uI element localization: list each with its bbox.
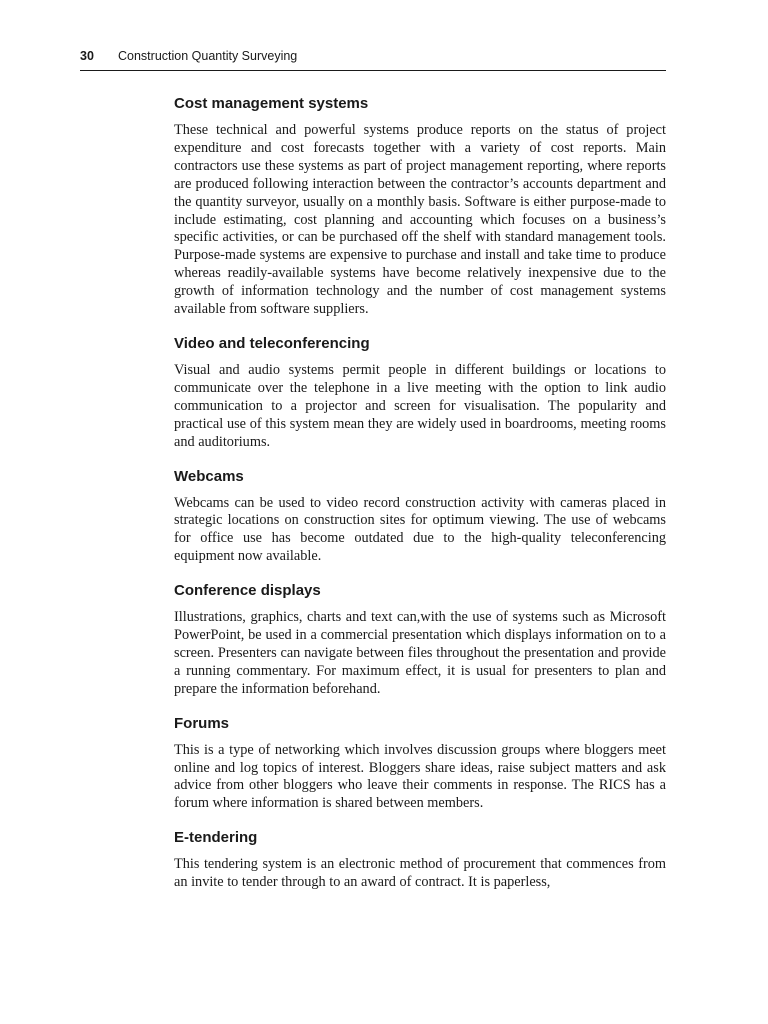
running-title: Construction Quantity Surveying (118, 49, 298, 63)
section-heading: Webcams (174, 467, 244, 485)
section-e-tendering (174, 828, 666, 892)
page-body (174, 94, 666, 907)
section-heading: Video and teleconferencing (174, 334, 370, 352)
section-paragraph: Visual and audio systems permit people in different buildings or locations to communicate over the telephone in a live meeting with the option to link audio communication to a projector and screen for visualisation. The popularity and practical use of this system mean they are widely used in boardrooms, meeting rooms and auditoriums. (174, 361, 666, 450)
section-forums (174, 714, 666, 814)
section-paragraph: This is a type of networking which involves discussion groups where bloggers meet online and log topics of interest. Bloggers share ideas, raise subject matters and ask advice from other bloggers who leave their comments in response. The RICS has a forum where information is shared between members. (174, 741, 666, 812)
page-number: 30 (80, 49, 94, 63)
section-conference-displays (174, 581, 666, 699)
section-cost-management-systems (174, 94, 666, 319)
section-paragraph: Illustrations, graphics, charts and text can,with the use of systems such as Microsoft PowerPoint, be used in a commercial presentation which displays information on to a screen. Presenters can navigate between files throughout the presentation and provide a running commentary. For maximum effect, it is usual for presenters to plan and prepare the information beforehand. (174, 609, 666, 697)
section-video-teleconferencing (174, 334, 666, 452)
section-paragraph: These technical and powerful systems produce reports on the status of project expenditure and cost forecasts together with a variety of cost reports. Main contractors use these systems as part of project management reporting, where reports are produced following interaction between the contractor’s accounts department and the quantity surveyor, usually on a monthly basis. Software is either purpose-made to include estimating, cost planning and accounting which focuses on a business’s specific activities, or can be purchased off the shelf with standard management tools. Purpose-made systems are expensive to purchase and install and take time to produce whereas readily-available systems have become relatively inexpensive due to the growth of information technology and the number of cost management systems available from software suppliers. (174, 122, 666, 318)
section-heading: Forums (174, 714, 230, 732)
section-heading: Cost management systems (174, 95, 369, 112)
section-heading: E-tendering (174, 829, 258, 847)
section-paragraph: Webcams can be used to video record construction activity with cameras placed in strategic locations on construction sites for optimum viewing. The use of webcams for office use has become outdated due to the high-quality teleconferencing equipment now available. (174, 494, 666, 565)
section-paragraph: This tendering system is an electronic method of procurement that commences from an invite to tender through to an award of contract. It is paperless, (174, 856, 666, 891)
running-head (80, 49, 666, 63)
section-heading: Conference displays (174, 582, 321, 600)
section-webcams (174, 467, 666, 567)
header-divider (80, 70, 666, 71)
